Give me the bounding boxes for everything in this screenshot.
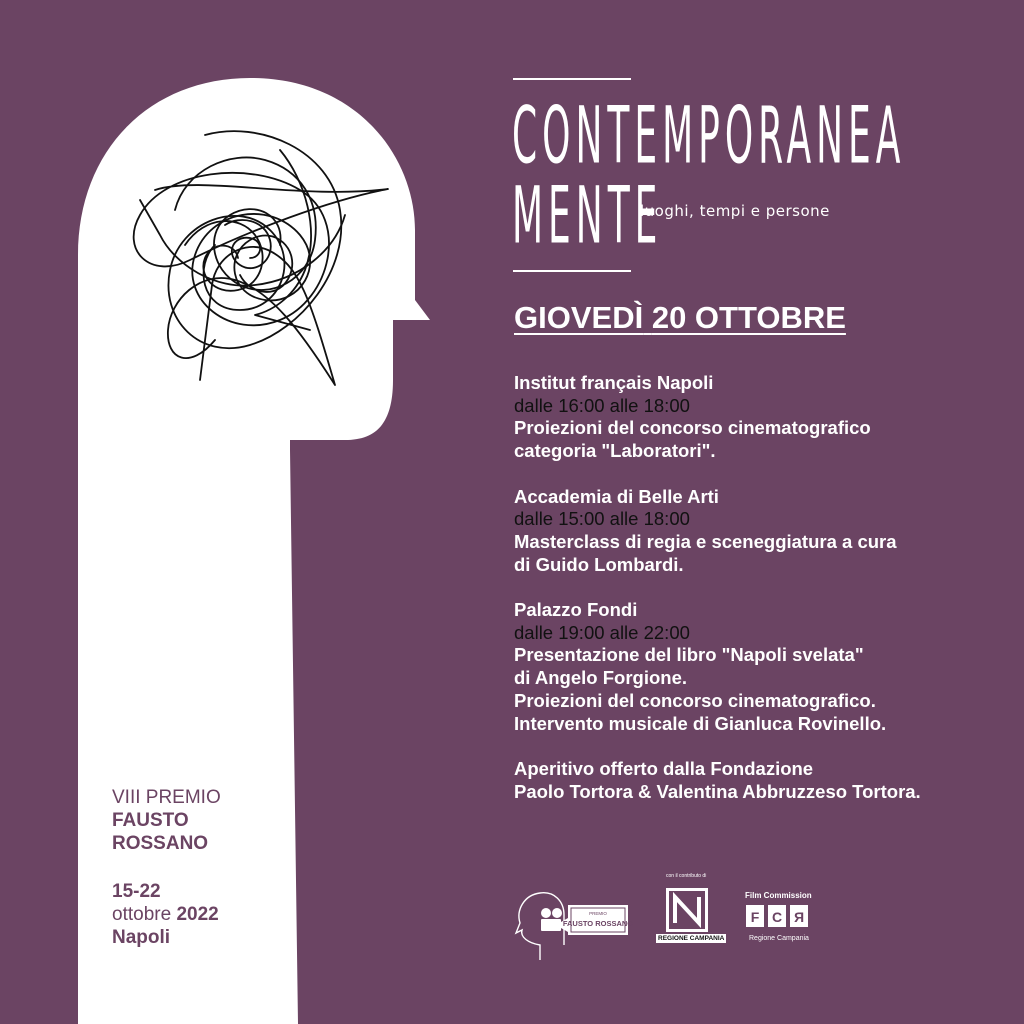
regione-campania-emblem-icon [666,888,708,932]
festival-month: ottobre [112,904,172,925]
event-time: dalle 15:00 alle 18:00 [514,508,690,530]
regione-caption: con il contributo di [666,873,707,879]
premio-name-line-1: FAUSTO [112,810,189,831]
event-description-line: Intervento musicale di Gianluca Rovinello. [514,712,887,734]
premio-edition: VIII PREMIO [112,787,221,808]
event-time: dalle 19:00 alle 22:00 [514,621,690,643]
fc-letter: R [793,909,805,925]
title-tagline: luoghi, tempi e persone [640,202,830,220]
event-venue: Institut français Napoli [514,372,714,393]
event-description-line: Proiezioni del concorso cinematografico [514,417,871,439]
date-heading-day: GIOVEDÌ [514,300,644,335]
event-venue: Palazzo Fondi [514,599,638,620]
aperitivo-line: Paolo Tortora & Valentina Abbruzzeso Tortora. [514,780,921,802]
aperitivo-note [514,758,1014,803]
event-description-line: di Angelo Forgione. [514,667,687,689]
title-top-rule [513,78,631,80]
event-item [514,372,1014,463]
regione-name: REGIONE CAMPANIA [658,935,725,942]
event-description-line: Masterclass di regia e sceneggiatura a cura [514,530,897,552]
premio-logo-small-text: PREMIO [589,911,607,916]
premio-label [112,786,221,855]
event-description-line: categoria "Laboratori". [514,440,716,462]
film-commission-title: Film Commission [745,891,812,900]
event-description-line: Presentazione del libro "Napoli svelata" [514,644,864,666]
date-heading-date: 20 OTTOBRE [651,300,846,335]
fc-letter: C [771,909,783,925]
premio-fausto-rossano-logo [510,885,635,965]
film-commission-subtitle: Regione Campania [749,935,809,942]
festival-month-year [112,903,219,926]
premio-logo-text: FAUSTO ROSSANO [562,919,634,928]
festival-dates [112,880,219,949]
event-item [514,486,1014,577]
date-heading [514,300,846,336]
premio-name-line-2: ROSSANO [112,833,209,854]
event-time: dalle 16:00 alle 18:00 [514,394,690,416]
event-description-line: Proiezioni del concorso cinematografico. [514,689,876,711]
aperitivo-line: Aperitivo offerto dalla Fondazione [514,757,814,779]
title-line-2: MENTE [512,172,663,262]
event-item [514,599,1014,735]
festival-year: 2022 [176,904,219,925]
fc-letter: F [750,909,760,925]
festival-date-range: 15-22 [112,881,161,902]
title-bottom-rule [513,270,631,272]
schedule [514,372,1014,826]
film-commission-emblem-icon [744,903,812,931]
title-line-1: CONTEMPORANEA [512,92,906,182]
festival-city: Napoli [112,927,171,948]
event-venue: Accademia di Belle Arti [514,485,719,507]
event-description-line: di Guido Lombardi. [514,553,684,575]
